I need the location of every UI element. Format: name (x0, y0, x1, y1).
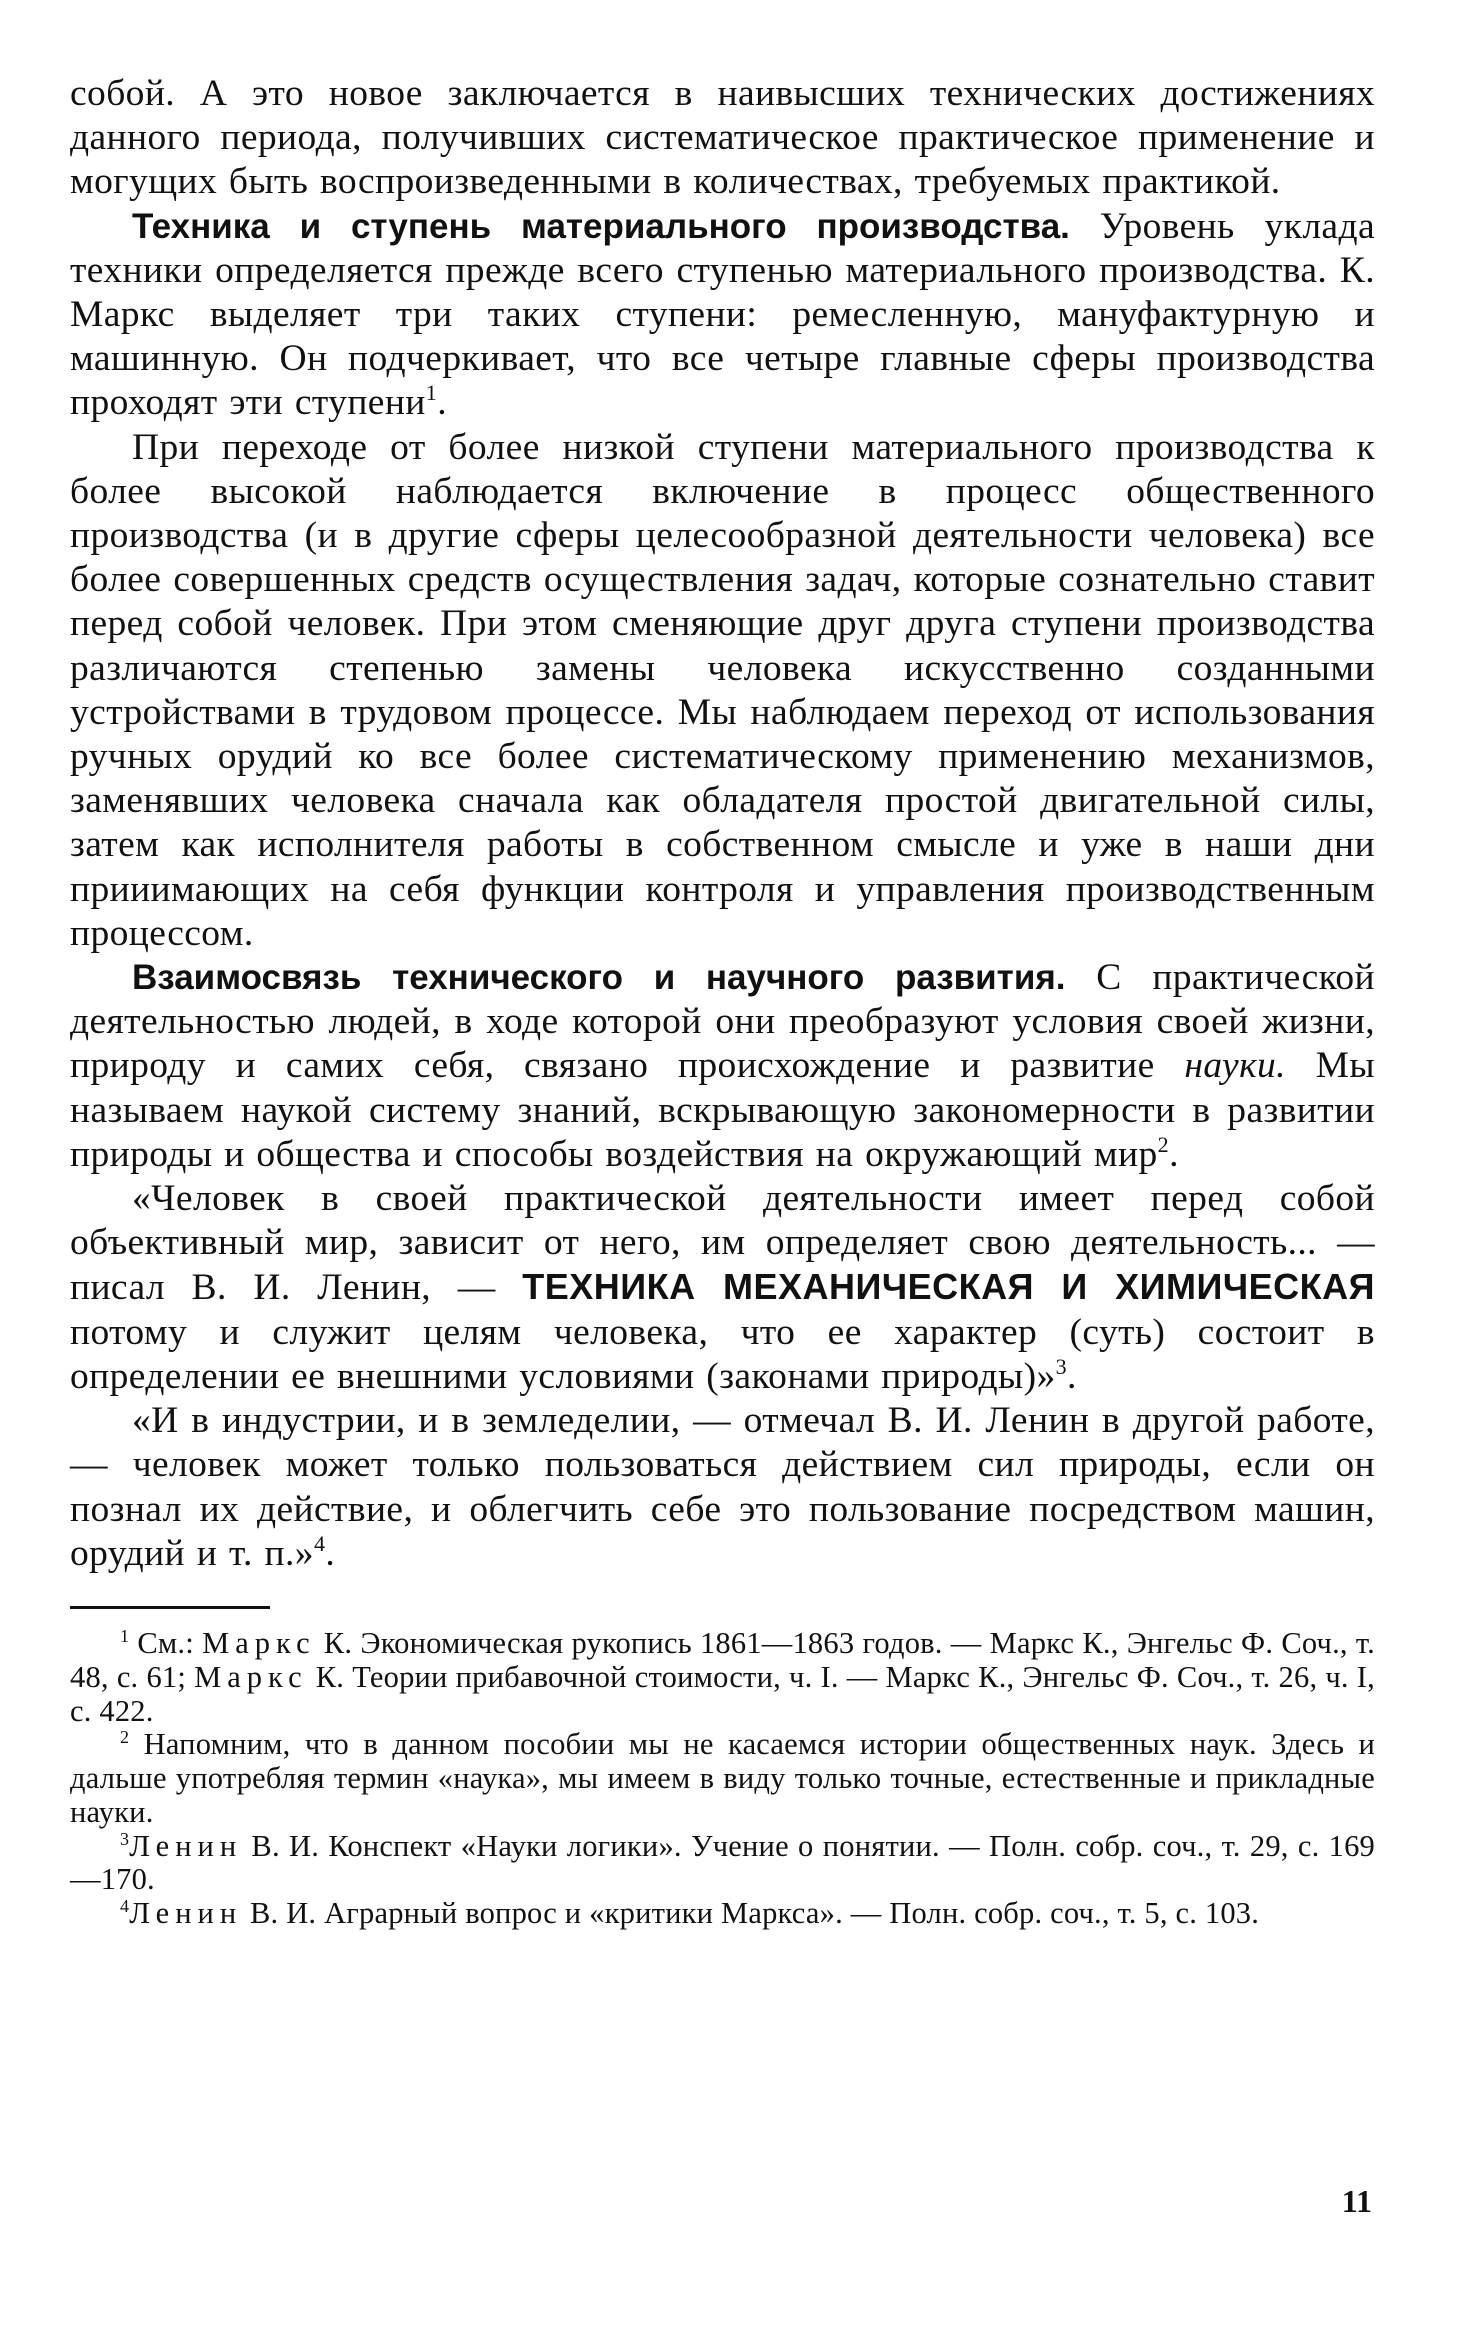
paragraph-1 (70, 72, 1375, 205)
footnote-4-author: Ленин (129, 1896, 243, 1931)
footnote-ref-3: 3 (1055, 1353, 1068, 1379)
main-text (70, 72, 1375, 1576)
footnote-ref-2: 2 (1157, 1131, 1170, 1157)
page-number: 11 (1341, 2183, 1372, 2219)
footnote-divider (70, 1606, 270, 1609)
footnote-1-mark: 1 (120, 1625, 130, 1646)
footnote-1-text-b: К. Теории прибавочной стоимости, ч. I. — Маркс К., Энгельс Ф. Соч., т. 26, ч. I, с. 422. (70, 1659, 1375, 1728)
paragraph-2-text: Уровень уклада техники определяется прежде всего ступенью материального производства. К. Маркс выделяет три таких ступени: ремесленную, мануфактурную и машинную. Он подчеркивает, что все четыре главные сферы производства проходят эти ступени (70, 205, 1375, 424)
footnote-4 (70, 1897, 1375, 1931)
paragraph-4-emphasis: науки. (1184, 1045, 1286, 1087)
section-heading-technology-stage: Техника и ступень материального производства. (132, 206, 1070, 246)
paragraph-5-end: . (1067, 1355, 1077, 1397)
paragraph-2-end: . (437, 382, 447, 424)
footnote-4-mark: 4 (120, 1896, 130, 1917)
footnote-1-author-a: Маркс (202, 1625, 316, 1660)
footnote-4-text: В. И. Аграрный вопрос и «критики Маркса». — Полн. собр. соч., т. 5, с. 103. (242, 1896, 1260, 1931)
paragraph-4-end: . (1169, 1133, 1179, 1175)
paragraph-6-end: . (325, 1532, 336, 1574)
paragraph-6-text: «И в индустрии, и в земледелии, — отмечал В. И. Ленин в другой работе, — человек может только пользоваться действием сил природы, если он познал их действие, и облегчить себе это пользование посредством машин, орудий и т. п.» (70, 1400, 1375, 1574)
paragraph-3 (70, 426, 1375, 956)
paragraph-1-text: собой. А это новое заключается в наивысших технических достижениях данного периода, получивших систематическое практическое применение и могущих быть воспроизведенными в количествах, требуемых практикой. (70, 73, 1375, 203)
paragraph-4-text-a: С практической деятельностью людей, в ходе которой они преобразуют условия своей жизни, природу и самих себя, связано происхождение и развитие (70, 957, 1375, 1087)
paragraph-5-caps: ТЕХНИКА МЕХАНИЧЕСКАЯ И ХИМИЧЕСКАЯ (522, 1266, 1375, 1308)
footnote-3 (70, 1830, 1375, 1898)
paragraph-5-text-b: потому и служит целям человека, что ее характер (суть) состоит в определении ее внешними условиями (законами природы)» (70, 1311, 1375, 1397)
paragraph-4 (70, 956, 1375, 1177)
footnote-1 (70, 1627, 1375, 1728)
footnote-1-text-a: К. Экономическая рукопись 1861—1863 годов. — Маркс К., Энгельс Ф. Соч., т. 48, с. 61; (70, 1625, 1375, 1694)
paragraph-2 (70, 205, 1375, 426)
paragraph-3-text: При переходе от более низкой ступени материального производства к более высокой наблюдается включение в процесс общественного производства (и в другие сферы целесообразной деятельности человека) все более совершенных средств осуществления задач, которые сознательно ставит перед собой человек. При этом сменяющие друг друга ступени производства различаются степенью замены человека искусственно созданными устройствами в трудовом процессе. Мы наблюдаем переход от использования ручных орудий ко все более систематическому применению механизмов, заменявших человека сначала как обладателя простой двигательной силы, затем как исполнителя работы в собственном смысле и уже в наши дни прииимающих на себя функции контроля и управления производственным процессом. (70, 426, 1375, 954)
book-page (70, 72, 1375, 1931)
footnotes (70, 1627, 1375, 1931)
paragraph-4-text-b: Мы называем наукой систему знаний, вскрывающую закономерности в развитии природы и общества и способы воздействия на окружающий мир (70, 1045, 1375, 1175)
footnote-1-pre: См.: (129, 1625, 203, 1660)
paragraph-5 (70, 1177, 1375, 1399)
paragraph-6 (70, 1399, 1375, 1576)
paragraph-5-text-a: «Человек в своей практической деятельности имеет перед собой объективный мир, зависит от него, им определяет свою деятельность... — писал В. И. Ленин, — (70, 1178, 1375, 1309)
footnote-2-text: Напомним, что в данном пособии мы не касаемся истории общественных наук. Здесь и дальше употребляя термин «наука», мы имеем в виду только точные, естественные и прикладные науки. (70, 1727, 1375, 1829)
section-heading-tech-science: Взаимосвязь технического и научного развития. (132, 958, 1066, 998)
footnote-3-author: Ленин (129, 1828, 243, 1863)
footnote-ref-1: 1 (425, 380, 438, 406)
footnote-2 (70, 1728, 1375, 1829)
footnote-3-text: В. И. Конспект «Науки логики». Учение о понятии. — Полн. собр. соч., т. 29, с. 169—170. (70, 1828, 1375, 1897)
footnote-1-author-b: Маркс (194, 1659, 308, 1694)
footnote-3-mark: 3 (120, 1828, 130, 1849)
footnote-2-mark: 2 (120, 1727, 130, 1748)
footnote-ref-4: 4 (313, 1530, 326, 1556)
